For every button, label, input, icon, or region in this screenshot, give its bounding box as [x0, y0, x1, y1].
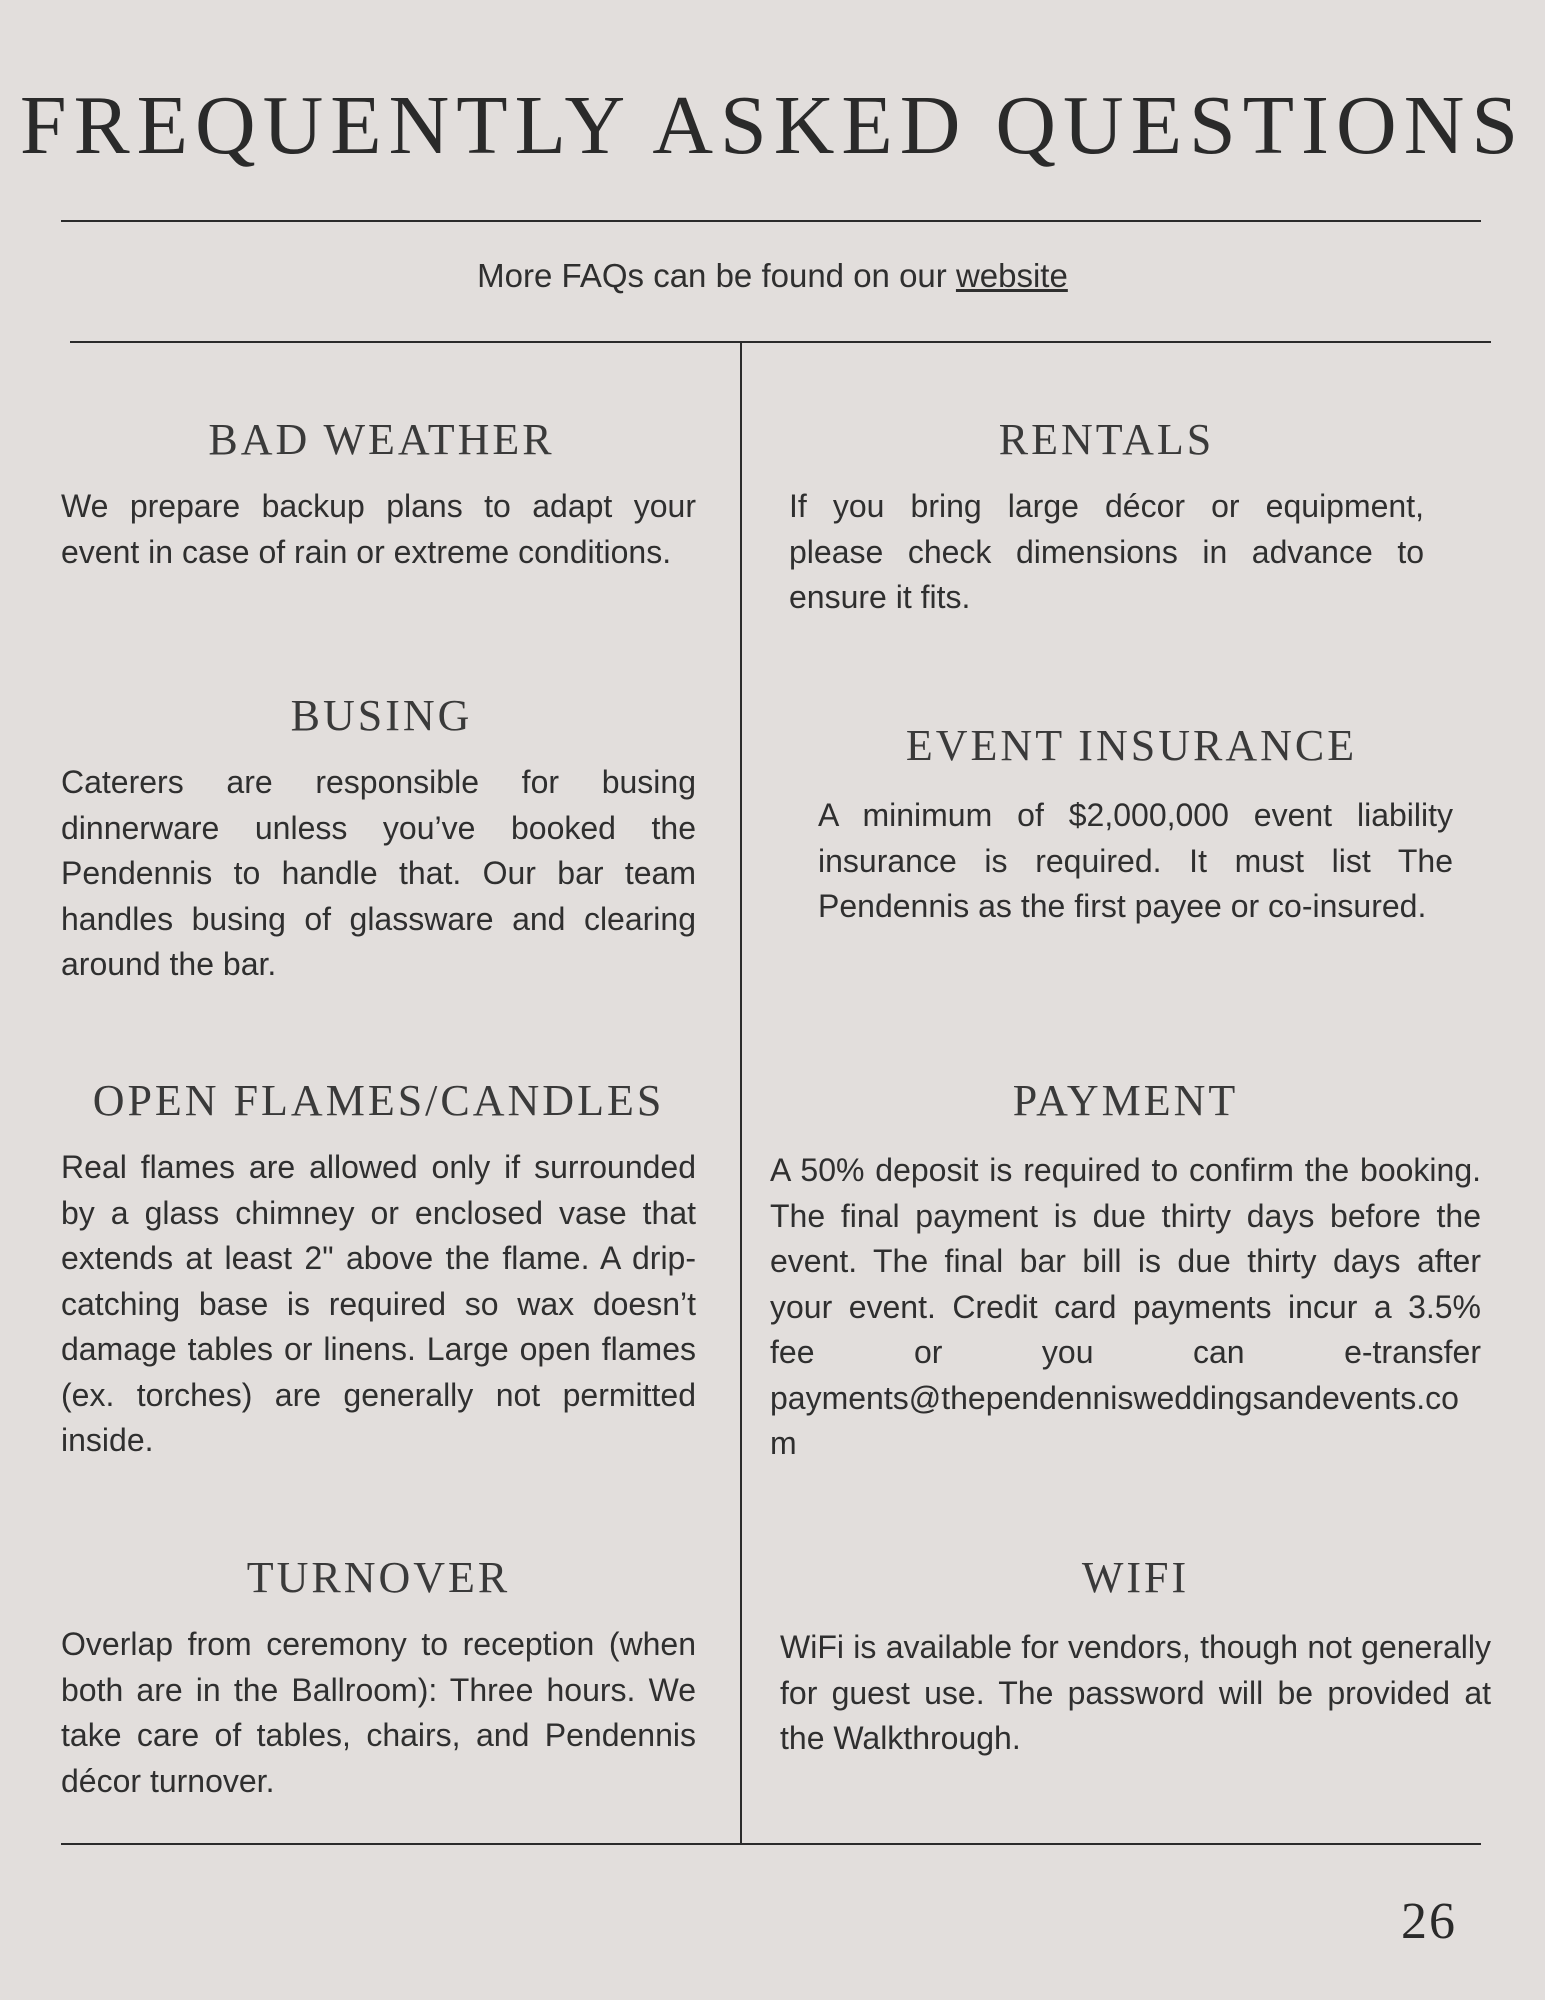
subtitle — [0, 256, 1545, 296]
faq-body: If you bring large décor or equipment, please check dimensions in advance to ensure it fits. — [789, 488, 1424, 615]
faq-body: Caterers are responsible for busing dinnerware unless you’ve booked the Pendennis to handle that. Our bar team handles busing of glassware and clearing around the bar. — [61, 764, 696, 982]
page-title: FREQUENTLY ASKED QUESTIONS — [19, 79, 1526, 172]
section-divider — [70, 341, 1491, 343]
faq-heading: OPEN FLAMES/CANDLES — [92, 1076, 665, 1125]
faq-body: We prepare backup plans to adapt your event in case of rain or extreme conditions. — [61, 488, 696, 570]
column-divider — [740, 341, 742, 1845]
faq-turnover — [61, 1553, 696, 1804]
faq-heading: WIFI — [1081, 1553, 1190, 1602]
faq-heading: TURNOVER — [246, 1553, 511, 1602]
subtitle-text: More FAQs can be found on our — [477, 257, 956, 294]
faq-wifi — [780, 1553, 1491, 1762]
faq-body: Overlap from ceremony to reception (when both are in the Ballroom): Three hours. We take care of tables, chairs, and Pendennis décor turnover. — [61, 1626, 696, 1799]
faq-heading: PAYMENT — [1012, 1076, 1239, 1125]
faq-event-insurance — [818, 721, 1453, 930]
faq-busing — [61, 691, 696, 988]
faq-heading: EVENT INSURANCE — [905, 721, 1358, 770]
faq-body: Real flames are allowed only if surrounded by a glass chimney or enclosed vase that extends at least 2" above the flame. A drip-catching base is required so wax doesn’t damage tables or linens. Large open flames (ex. torches) are generally not permitted inside. — [61, 1149, 696, 1458]
faq-bad-weather — [61, 415, 696, 575]
page-number: 26 — [1401, 1893, 1457, 1950]
bottom-divider — [61, 1843, 1481, 1845]
faq-heading: BUSING — [290, 691, 473, 740]
faq-body: WiFi is available for vendors, though not generally for guest use. The password will be provided at the Walkthrough. — [780, 1629, 1491, 1756]
faq-open-flames — [61, 1076, 696, 1464]
faq-heading: RENTALS — [998, 415, 1215, 464]
faq-body: A minimum of $2,000,000 event liability insurance is required. It must list The Pendennis as the first payee or co-insured. — [818, 797, 1453, 924]
website-link[interactable]: website — [955, 257, 1068, 294]
top-divider — [61, 220, 1481, 222]
faq-heading: BAD WEATHER — [208, 415, 555, 464]
faq-body: A 50% deposit is required to confirm the booking. The final payment is due thirty days before the event. The final bar bill is due thirty days after your event. Credit card payments incur a 3.5% fee or you can e-transfer payments@thependennisweddingsandevents.com — [770, 1152, 1481, 1461]
faq-rentals — [789, 415, 1424, 621]
faq-payment — [770, 1076, 1481, 1467]
